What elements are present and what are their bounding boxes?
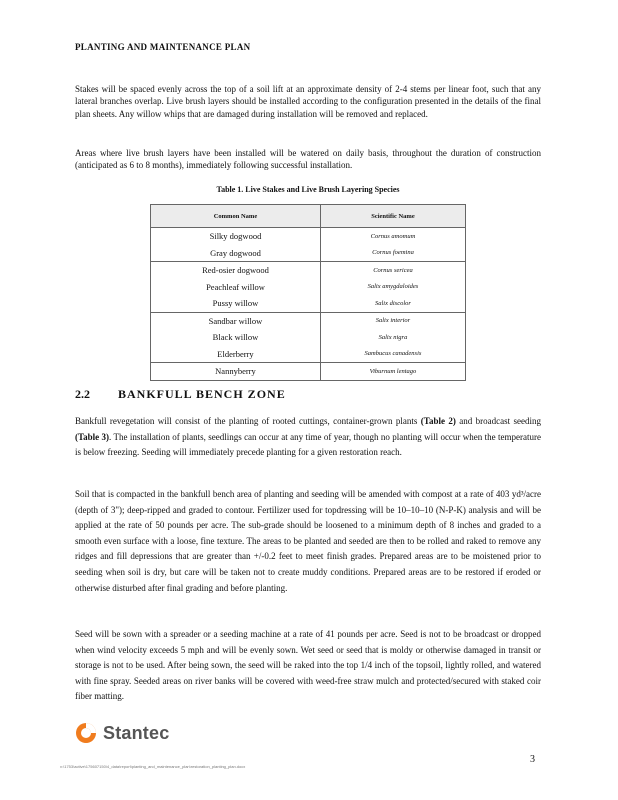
table-3-reference: (Table 3) bbox=[75, 431, 110, 442]
scientific-name: Viburnum lentago bbox=[320, 363, 465, 381]
section-number: 2.2 bbox=[75, 387, 90, 401]
common-name: Black willow bbox=[212, 332, 259, 343]
scientific-name: Cornus foemina bbox=[320, 245, 465, 262]
scientific-name: Salix interior bbox=[320, 312, 465, 329]
common-name: Silky dogwood bbox=[209, 231, 262, 242]
scientific-name: Sambucus canadensis bbox=[320, 346, 465, 363]
common-name: Sandbar willow bbox=[151, 312, 321, 329]
footer-file-path: v:\1753\active\175607150\4_data\report\planting_and_maintenance_plan\restoration_planting_plan.docx bbox=[60, 764, 246, 769]
common-name: Gray dogwood bbox=[210, 247, 261, 258]
table-row bbox=[151, 245, 466, 262]
section-title: BANKFULL BENCH ZONE bbox=[118, 387, 286, 401]
bankfull-paragraph-3: Seed will be sown with a spreader or a seeding machine at a rate of 41 pounds per acre. Seed is not to be broadcast or dropped when wind velocity exceeds 5 mph and will be evenly sown. Wet seed or seed that is moldy or otherwise damaged in transit or storage is not to be used. After being sown, the seed will be raked into the top 1/4 inch of the topsoil, lightly rolled, and watered with fine spray. Seeded areas on river banks will be covered with weed-free straw mulch and protected/secured with staked coir fiber matting. bbox=[75, 629, 541, 702]
table-row bbox=[151, 279, 466, 296]
table-caption: Table 1. Live Stakes and Live Brush Layering Species bbox=[216, 185, 400, 194]
paragraph-text: Bankfull revegetation will consist of the planting of rooted cuttings, container-grown plants bbox=[75, 416, 418, 426]
table-row bbox=[151, 363, 466, 381]
column-header-common: Common Name bbox=[151, 205, 321, 228]
table-row bbox=[151, 228, 466, 245]
paragraph-text: . The installation of plants, seedlings can occur at any time of year, though no planting will occur when the temperature is below freezing. Seeding will immediately precede planting for a given restoration reach. bbox=[75, 431, 541, 458]
common-name: Nannyberry bbox=[151, 363, 321, 381]
table-row bbox=[151, 329, 466, 346]
common-name: Peachleaf willow bbox=[206, 281, 265, 292]
common-name: Elderberry bbox=[217, 348, 254, 359]
common-name: Pussy willow bbox=[212, 298, 259, 309]
species-table bbox=[150, 204, 466, 381]
stantec-logo-mark-icon bbox=[75, 722, 97, 744]
document-header: PLANTING AND MAINTENANCE PLAN bbox=[75, 42, 251, 52]
common-name: Red-osier dogwood bbox=[151, 262, 321, 279]
table-2-reference: (Table 2) bbox=[420, 416, 456, 426]
table-row bbox=[151, 295, 466, 312]
table-row bbox=[151, 262, 466, 279]
bankfull-paragraph-1 bbox=[75, 414, 541, 461]
stantec-logo bbox=[75, 722, 169, 744]
table-row bbox=[151, 312, 466, 329]
table-row bbox=[151, 346, 466, 363]
scientific-name: Salix nigra bbox=[320, 329, 465, 346]
column-header-scientific: Scientific Name bbox=[320, 205, 465, 228]
scientific-name: Salix discolor bbox=[320, 295, 465, 312]
scientific-name: Salix amygdaloides bbox=[320, 279, 465, 296]
page-number: 3 bbox=[530, 754, 535, 765]
scientific-name: Cornus amomum bbox=[320, 228, 465, 245]
bankfull-paragraph-2: Soil that is compacted in the bankfull bench area of planting and seeding will be amended with compost at a rate of 403 yd³/acre (depth of 3"); deep-ripped and graded to contour. Fertilizer used for topdressing will be 10–10–10 (N-P-K) analysis and will be applied at the rate of 50 pounds per acre. The sub-grade should be loosened to a minimum depth of 8 inches and graded to a smooth even surface with a loose, fine texture. The areas to be planted and seeded are then to be rolled and raked to remove any ridges and fill depressions that are greater than +/-0.2 feet to meet finish grades. Prepared areas are to be moistened prior to seeding when soil is dry, but care will be taken not to create muddy conditions. Prepared areas are to be restored if eroded or otherwise disturbed after final grading and before planting. bbox=[75, 489, 541, 593]
watering-paragraph: Areas where live brush layers have been installed will be watered on daily basis, throughout the duration of construction (anticipated as 6 to 8 months), immediately following successful installation. bbox=[75, 148, 541, 171]
stantec-logo-text: Stantec bbox=[103, 722, 170, 743]
paragraph-text: and broadcast seeding bbox=[455, 416, 542, 426]
stakes-paragraph: Stakes will be spaced evenly across the top of a soil lift at an approximate density of 2-4 stems per linear foot, such that any lateral branches overlap. Live brush layers should be installed according to the configuration presented in the details of the final plan sheets. Any willow whips that are damaged during installation will be removed and replaced. bbox=[75, 84, 541, 119]
scientific-name: Cornus sericea bbox=[320, 262, 465, 279]
